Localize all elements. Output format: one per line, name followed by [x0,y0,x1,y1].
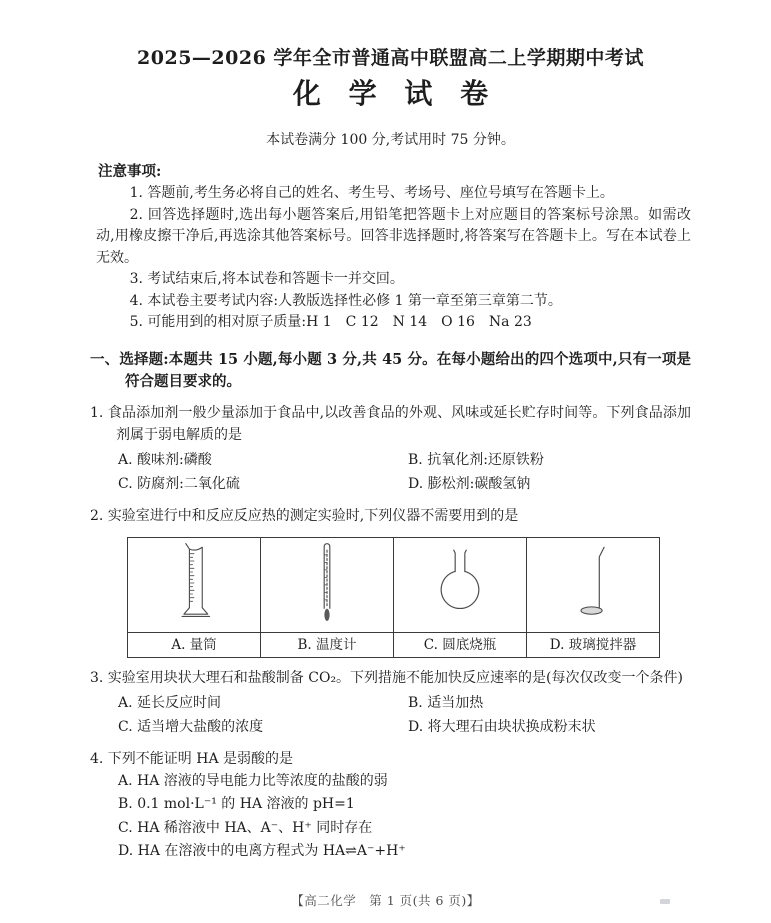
instrument-cell-d [527,537,660,632]
question-1-text: 1. 食品添加剂一般少量添加于食品中,以改善食品的外观、风味或延长贮存时间等。下列食品添加剂属于弱电解质的是 [90,404,691,443]
graduated-cylinder-icon [165,539,223,627]
question-2-option-b: B. 温度计 [261,632,394,657]
question-1-options [118,448,691,496]
exam-session-title: 2025—2026 学年全市普通高中联盟高二上学期期中考试 [137,47,644,69]
question-4-text: 4. 下列不能证明 HA 是弱酸的是 [90,750,294,767]
paper-title: 化 学 试 卷 [292,77,498,110]
thermometer-icon [298,538,356,628]
question-3-options [118,691,691,739]
instrument-cell-c [394,537,527,632]
notice-heading: 注意事项: [98,163,162,180]
question-3-option-a: A. 延长反应时间 [118,694,222,711]
instrument-cell-b [261,537,394,632]
question-2-option-d: D. 玻璃搅拌器 [527,632,660,657]
notice-item-1: 1. 答题前,考生务必将自己的姓名、考生号、考场号、座位号填写在答题卡上。 [129,185,614,201]
exam-info-line: 本试卷满分 100 分,考试用时 75 分钟。 [266,132,515,148]
round-bottom-flask-icon [431,544,489,622]
section-one-heading: 一、选择题:本题共 15 小题,每小题 3 分,共 45 分。在每小题给出的四个选项中,只有一项是符合题目要求的。 [90,350,691,390]
question-1-option-c: C. 防腐剂:二氧化硫 [118,475,240,492]
question-2-option-a: A. 量筒 [128,632,261,657]
page-footer: 【高二化学 第 1 页(共 6 页)】 [291,893,480,908]
question-2-option-c: C. 圆底烧瓶 [394,632,527,657]
instrument-table [127,537,660,658]
notice-item-2: 2. 回答选择题时,选出每小题答案后,用铅笔把答题卡上对应题目的答案标号涂黑。如需改动,用橡皮擦干净后,再选涂其他答案标号。回答非选择题时,将答案写在答题卡上。写在本试卷上无效。 [96,206,691,266]
instrument-cell-a [128,537,261,632]
notice-item-4: 4. 本试卷主要考试内容:人教版选择性必修 1 第一章至第三章第二节。 [129,292,562,309]
scan-artifact [660,899,670,904]
notice-item-5: 5. 可能用到的相对原子质量:H 1 C 12 N 14 O 16 Na 23 [129,314,532,330]
question-1-option-a: A. 酸味剂:磷酸 [118,451,212,468]
question-4-option-c: C. HA 稀溶液中 HA、A⁻、H⁺ 同时存在 [118,819,373,836]
question-3-text: 3. 实验室用块状大理石和盐酸制备 CO₂。下列措施不能加快反应速率的是(每次仅改变一个条件) [90,669,683,686]
question-3-option-d: D. 将大理石由块状换成粉末状 [408,718,596,735]
instrument-image-row [128,537,660,632]
question-4-option-a: A. HA 溶液的导电能力比等浓度的盐酸的弱 [118,772,388,789]
question-1-option-d: D. 膨松剂:碳酸氢钠 [408,475,531,492]
question-2-text: 2. 实验室进行中和反应反应热的测定实验时,下列仪器不需要用到的是 [90,507,519,524]
question-1-option-b: B. 抗氧化剂:还原铁粉 [408,451,544,468]
question-3-option-c: C. 适当增大盐酸的浓度 [118,718,264,735]
glass-stirrer-icon [564,542,622,624]
instrument-label-row [128,632,660,657]
question-4-option-d: D. HA 在溶液中的电离方程式为 HA⇌A⁻+H⁺ [118,843,406,859]
notice-item-3: 3. 考试结束后,将本试卷和答题卡一并交回。 [129,271,404,287]
question-3-option-b: B. 适当加热 [408,694,484,711]
question-4-option-b: B. 0.1 mol·L⁻¹ 的 HA 溶液的 pH=1 [118,796,355,812]
